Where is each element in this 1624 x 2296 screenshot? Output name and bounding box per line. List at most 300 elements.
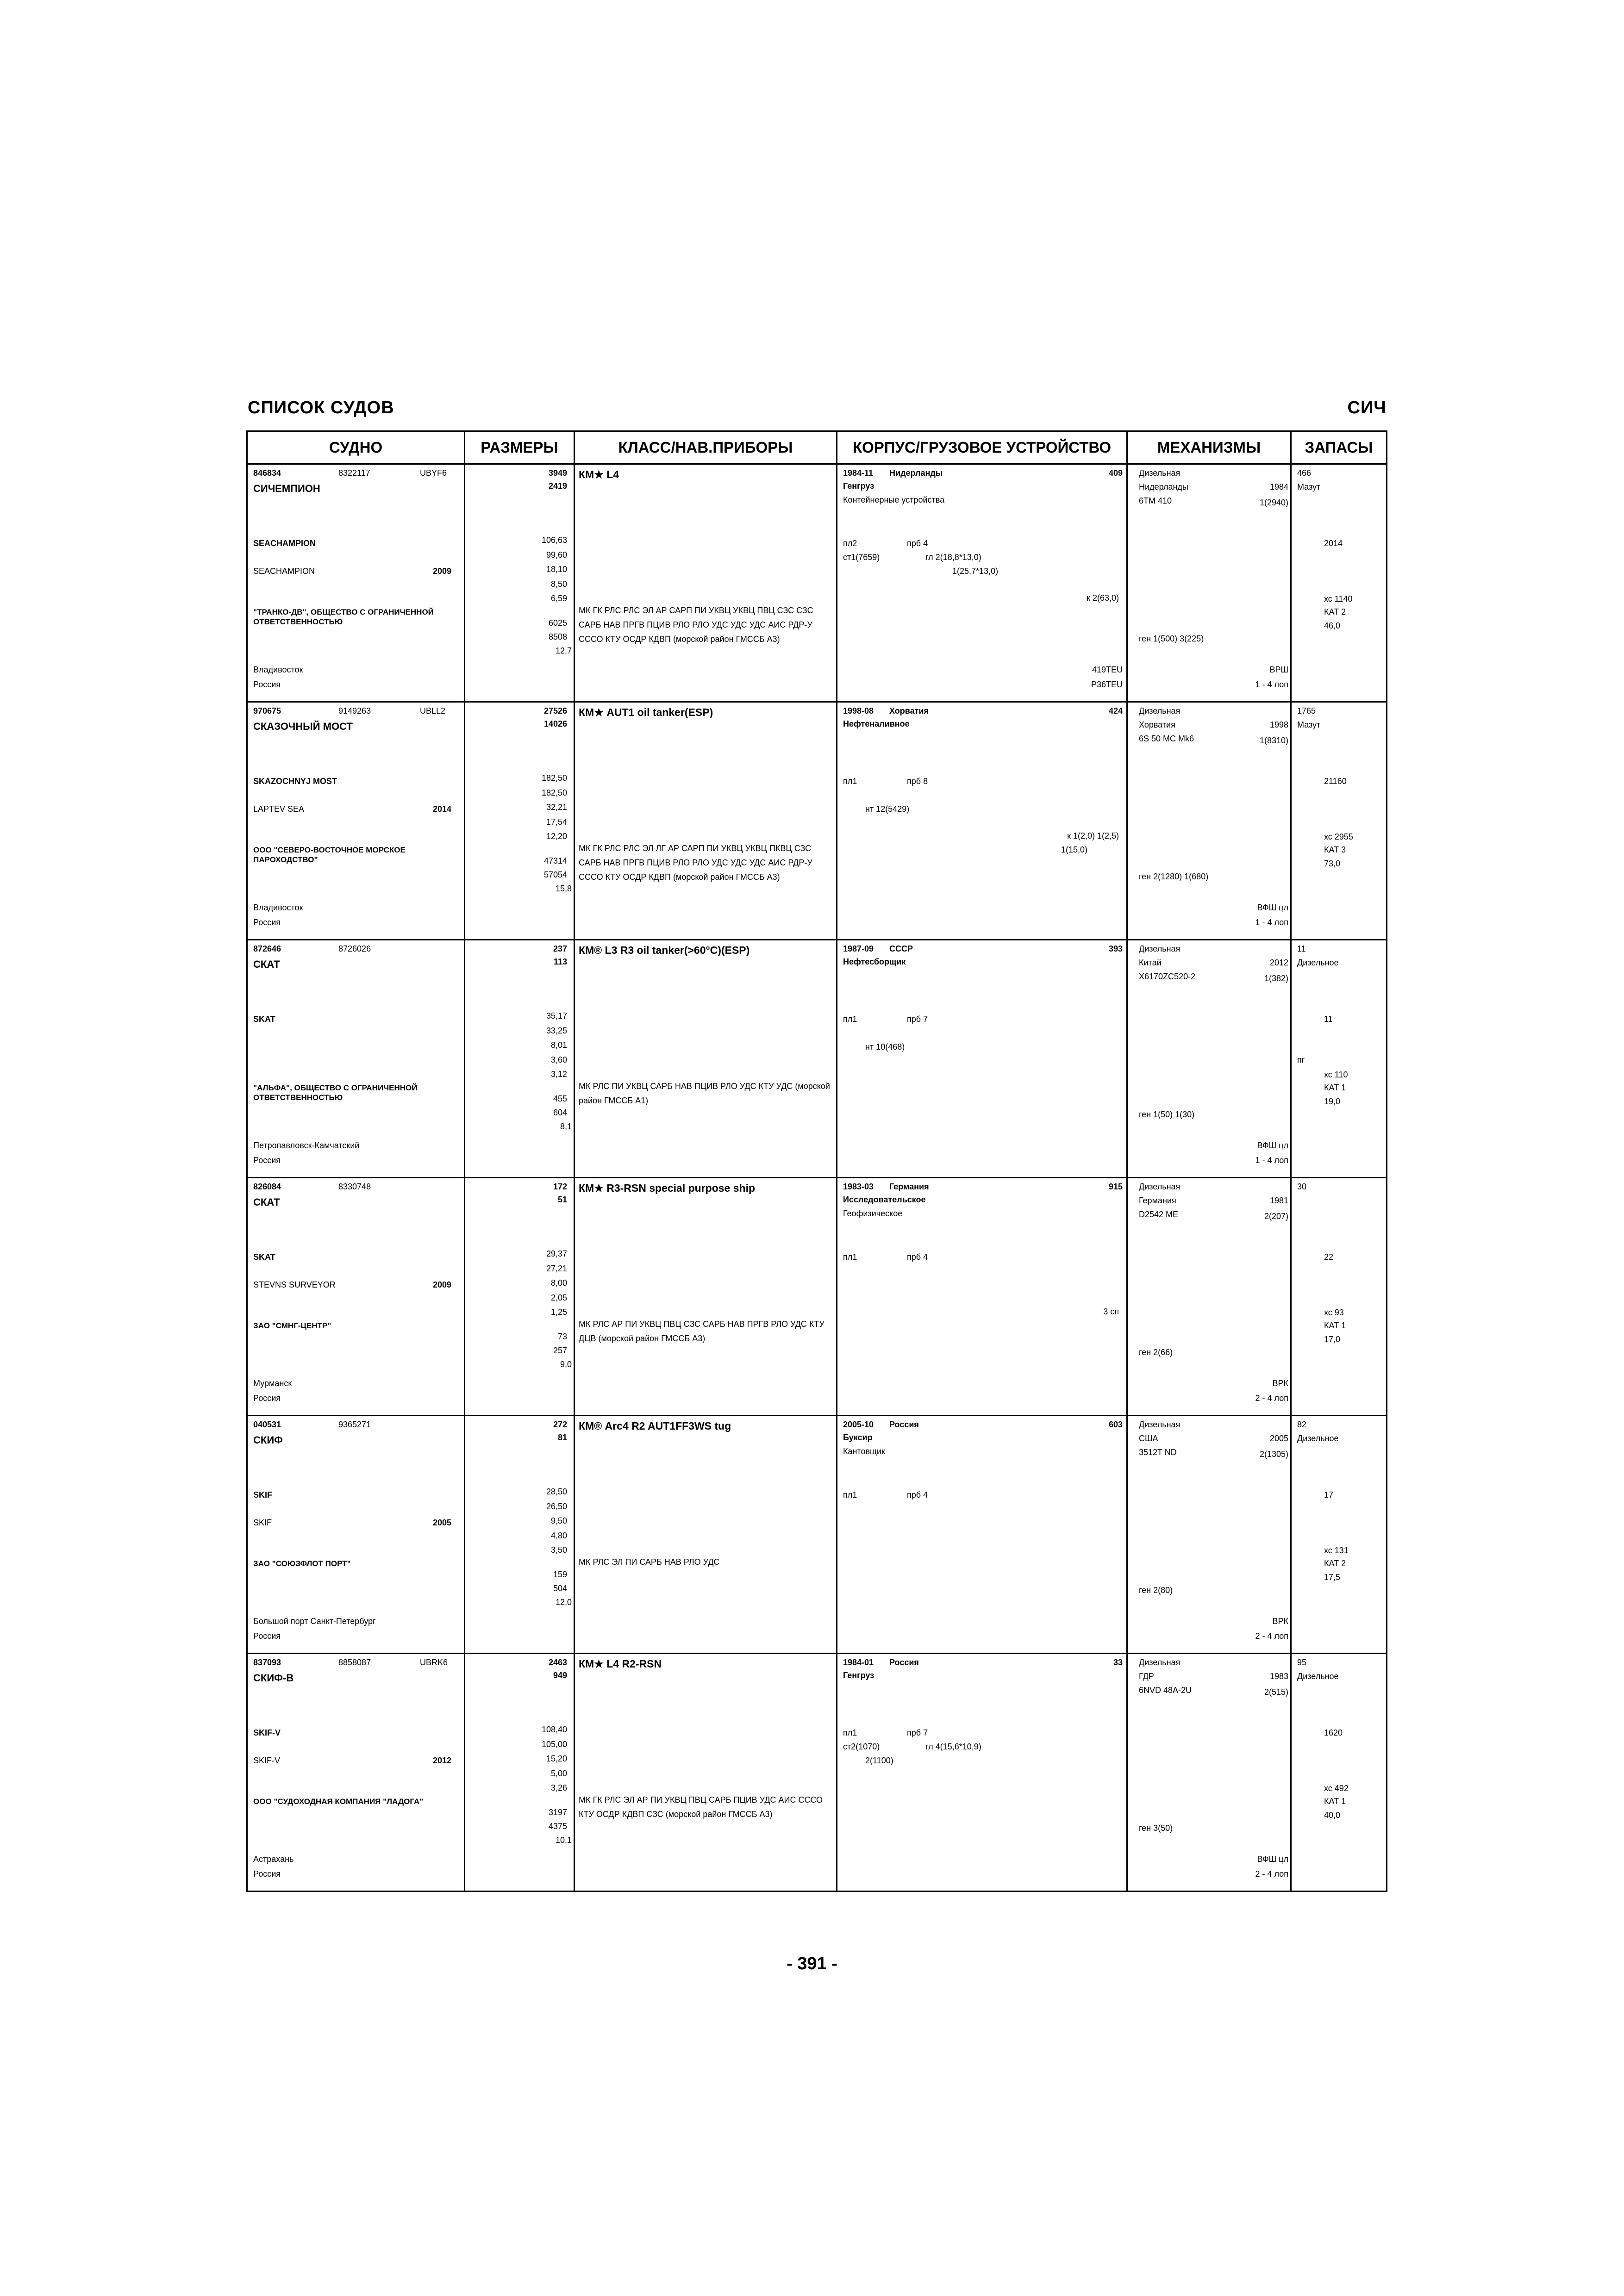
nav-equipment: МК ГК РЛС РЛС ЭЛ АР САРП ПИ УКВЦ УКВЦ ПВЦ СЗС СЗС САРБ НАВ ПРГВ ПЦИВ РЛО РЛО УДС УДС УДС АИС РДР-У СССО КТУ ОСДР КДВП (морской район ГМССБ А3) bbox=[579, 606, 813, 644]
engine-power: 2(1305) bbox=[1259, 1450, 1288, 1459]
engine-power: 1(382) bbox=[1264, 974, 1288, 983]
deadweight: 455 bbox=[553, 1094, 567, 1103]
category: КАТ 1 bbox=[1324, 1797, 1346, 1806]
supply-volume: 73,0 bbox=[1324, 859, 1341, 868]
dimensions-cell bbox=[465, 1416, 575, 1654]
net-tonnage: 81 bbox=[557, 1433, 567, 1442]
home-port: Петропавловск-Камчатский bbox=[253, 1141, 360, 1150]
dimension-value: 12,20 bbox=[546, 832, 567, 841]
machinery-cell bbox=[1127, 940, 1291, 1178]
engine-model: 3512T ND bbox=[1139, 1448, 1177, 1457]
bulkheads: прб 8 bbox=[907, 777, 928, 786]
flag-country: Россия bbox=[253, 1631, 281, 1641]
dimension-value: 3,26 bbox=[550, 1783, 567, 1792]
call-sign: UBLL2 bbox=[420, 706, 446, 716]
gross-tonnage: 237 bbox=[553, 944, 567, 953]
displacement: 504 bbox=[553, 1584, 567, 1593]
build-date: 1984-11 bbox=[843, 468, 874, 478]
dimension-value: 6,59 bbox=[550, 594, 567, 603]
ship-name: СКАТ bbox=[253, 958, 280, 970]
deadweight: 73 bbox=[557, 1332, 567, 1341]
home-port: Астрахань bbox=[253, 1854, 294, 1864]
supply-value: 17 bbox=[1324, 1490, 1334, 1500]
supplies-cell bbox=[1291, 940, 1387, 1178]
build-date: 1987-09 bbox=[843, 944, 874, 953]
imo-number: 9365271 bbox=[338, 1420, 371, 1429]
owner-name: ЗАО "СОЮЗФЛОТ ПОРТ" bbox=[253, 1559, 351, 1568]
machinery-cell bbox=[1127, 464, 1291, 702]
class-notation: КМ★ L4 bbox=[579, 468, 619, 480]
build-country: Нидерланды bbox=[889, 468, 943, 478]
nav-equipment: МК РЛС ПИ УКВЦ САРБ НАВ ПЦИВ РЛО УДС КТУ УДС (морской район ГМССБ А1) bbox=[579, 1082, 830, 1105]
fuel-type: Дизельное bbox=[1297, 1672, 1339, 1681]
holds-primary: пл1 bbox=[843, 777, 857, 786]
imo-number: 8330748 bbox=[338, 1182, 371, 1191]
ship-record bbox=[247, 940, 1387, 1178]
gross-tonnage: 172 bbox=[553, 1182, 567, 1191]
propeller-blades: 2 - 4 лоп bbox=[1255, 1869, 1288, 1879]
engine-type: Дизельная bbox=[1139, 1420, 1181, 1429]
speed: 8,1 bbox=[560, 1122, 572, 1131]
cranes: к 1(2,0) 1(2,5) bbox=[1067, 831, 1119, 840]
engine-country: США bbox=[1139, 1434, 1158, 1443]
supply-volume: 19,0 bbox=[1324, 1097, 1341, 1106]
category: КАТ 2 bbox=[1324, 1559, 1346, 1568]
hull-number: 393 bbox=[1108, 944, 1123, 953]
ship-latin-name: SKAT bbox=[253, 1252, 275, 1262]
reg-number: 826084 bbox=[253, 1182, 281, 1191]
dimension-value: 8,01 bbox=[550, 1040, 567, 1050]
fuel-capacity: 95 bbox=[1297, 1658, 1307, 1667]
misc-cargo: 2(1100) bbox=[865, 1756, 893, 1765]
propeller-type: ВРК bbox=[1272, 1379, 1288, 1388]
category: КАТ 1 bbox=[1324, 1083, 1346, 1092]
ship-name: СКАТ bbox=[253, 1196, 280, 1208]
dimension-value: 26,50 bbox=[546, 1501, 567, 1511]
vessel-cell bbox=[247, 940, 465, 1178]
hull-cell bbox=[837, 940, 1127, 1178]
ship-type: Исследовательское bbox=[843, 1195, 926, 1204]
engine-year: 1998 bbox=[1269, 720, 1288, 729]
ship-record bbox=[247, 1416, 1387, 1654]
dimension-value: 28,50 bbox=[546, 1487, 567, 1496]
ship-latin-name: SEACHAMPION bbox=[253, 539, 316, 548]
ship-name: СКАЗОЧНЫЙ МОСТ bbox=[253, 721, 353, 732]
engine-country: Германия bbox=[1139, 1196, 1176, 1205]
page-header-section: СИЧ bbox=[1347, 398, 1387, 417]
dimension-value: 33,25 bbox=[546, 1026, 567, 1035]
deadweight: 47314 bbox=[543, 856, 567, 865]
dimension-value: 108,40 bbox=[541, 1725, 567, 1734]
cranes: 3 сп bbox=[1103, 1307, 1119, 1316]
dimensions-cell bbox=[465, 1178, 575, 1416]
class-notation: КМ★ L4 R2-RSN bbox=[579, 1658, 662, 1670]
dimensions-list bbox=[542, 1723, 567, 1796]
holds-primary: пл1 bbox=[843, 1490, 857, 1500]
supply-volume: 40,0 bbox=[1324, 1811, 1341, 1820]
former-name-year: 2014 bbox=[433, 804, 452, 814]
dimensions-list bbox=[546, 1009, 567, 1082]
class-cell bbox=[575, 702, 837, 940]
bulkheads: прб 4 bbox=[907, 1490, 928, 1500]
engine-country: Нидерланды bbox=[1139, 482, 1188, 492]
page-header-title: СПИСОК СУДОВ bbox=[248, 398, 394, 417]
displacement: 4375 bbox=[548, 1822, 567, 1831]
col-header-vessel: СУДНО bbox=[247, 431, 465, 464]
net-tonnage: 14026 bbox=[543, 719, 567, 728]
supplies-cell bbox=[1291, 464, 1387, 702]
build-country: Хорватия bbox=[889, 706, 929, 716]
category: КАТ 2 bbox=[1324, 607, 1346, 616]
dimension-value: 27,21 bbox=[546, 1263, 567, 1273]
propeller-type: ВФШ цл bbox=[1257, 1141, 1288, 1150]
dimension-value: 182,50 bbox=[541, 773, 567, 783]
fuel-capacity: 82 bbox=[1297, 1420, 1307, 1429]
page-number: - 391 - bbox=[787, 1954, 837, 1973]
dimension-value: 106,63 bbox=[541, 535, 567, 545]
engine-power: 1(2940) bbox=[1259, 498, 1288, 507]
gross-tonnage: 27526 bbox=[543, 706, 567, 716]
ship-type: Генгруз bbox=[843, 481, 874, 491]
dimensions-cell bbox=[465, 1654, 575, 1892]
build-date: 1984-01 bbox=[843, 1658, 874, 1667]
displacement: 257 bbox=[553, 1346, 567, 1355]
engine-year: 2005 bbox=[1269, 1434, 1288, 1443]
generators: ген 2(80) bbox=[1139, 1586, 1173, 1595]
machinery-cell bbox=[1127, 1654, 1291, 1892]
ship-record bbox=[247, 1654, 1387, 1892]
nav-equipment: МК ГК РЛС ЭЛ АР ПИ УКВЦ ПВЦ САРБ ПЦИВ УДС АИС СССО КТУ ОСДР КДВП СЗС (морской район ГМССБ А3) bbox=[579, 1795, 823, 1819]
col-header-machinery: МЕХАНИЗМЫ bbox=[1127, 431, 1291, 464]
fuel-capacity: 466 bbox=[1297, 468, 1312, 478]
dimension-value: 182,50 bbox=[541, 788, 567, 797]
ship-name: СКИФ-В bbox=[253, 1672, 294, 1684]
ship-latin-name: SKAT bbox=[253, 1014, 275, 1024]
engine-year: 1981 bbox=[1269, 1196, 1288, 1205]
hull-cell bbox=[837, 702, 1127, 940]
supplies-cell bbox=[1291, 1178, 1387, 1416]
dimension-value: 35,17 bbox=[546, 1011, 567, 1020]
nav-equipment: МК РЛС АР ПИ УКВЦ ПВЦ СЗС САРБ НАВ ПРГВ РЛО УДС КТУ ДЦВ (морской район ГМССБ А3) bbox=[579, 1319, 824, 1343]
class-cell bbox=[575, 1416, 837, 1654]
col-header-hull: КОРПУС/ГРУЗОВОЕ УСТРОЙСТВО bbox=[837, 431, 1127, 464]
flag-country: Россия bbox=[253, 918, 281, 927]
build-country: Россия bbox=[889, 1420, 919, 1429]
imo-number: 9149263 bbox=[338, 706, 371, 716]
flag-country: Россия bbox=[253, 1156, 281, 1165]
deadweight: 159 bbox=[553, 1570, 567, 1579]
hull-number: 915 bbox=[1108, 1182, 1123, 1191]
ship-record bbox=[247, 702, 1387, 940]
home-port: Большой порт Санкт-Петербург bbox=[253, 1617, 376, 1626]
holds-secondary: ст2(1070) bbox=[843, 1742, 880, 1751]
owner-name: "ТРАНКО-ДВ", ОБЩЕСТВО С ОГРАНИЧЕННОЙ ОТВЕТСТВЕННОСТЬЮ bbox=[253, 608, 434, 626]
engine-country: Хорватия bbox=[1139, 720, 1175, 729]
flag-country: Россия bbox=[253, 1869, 281, 1879]
propeller-type: ВФШ цл bbox=[1257, 1854, 1288, 1864]
supply-note: пг bbox=[1297, 1055, 1305, 1064]
holds-primary: пл1 bbox=[843, 1014, 857, 1024]
dimensions-cell bbox=[465, 464, 575, 702]
engine-country: Китай bbox=[1139, 958, 1162, 967]
flag-country: Россия bbox=[253, 1394, 281, 1403]
speed: 15,8 bbox=[555, 884, 572, 893]
former-name: SKIF-V bbox=[253, 1756, 281, 1765]
former-name: STEVNS SURVEYOR bbox=[253, 1280, 336, 1289]
class-notation: КМ® L3 R3 oil tanker(>60°C)(ESP) bbox=[579, 944, 750, 956]
ship-subtype: Геофизическое bbox=[843, 1209, 903, 1218]
vessel-cell bbox=[247, 1654, 465, 1892]
gross-tonnage: 2463 bbox=[548, 1658, 567, 1667]
build-date: 1983-03 bbox=[843, 1182, 874, 1191]
engine-type: Дизельная bbox=[1139, 1182, 1181, 1191]
hatches: гл 2(18,8*13,0) bbox=[925, 553, 981, 562]
ship-type: Буксир bbox=[843, 1433, 873, 1442]
fuel-type: Дизельное bbox=[1297, 958, 1339, 967]
machinery-cell bbox=[1127, 1178, 1291, 1416]
former-name-year: 2009 bbox=[433, 566, 452, 576]
call-sign: UBYF6 bbox=[420, 468, 447, 478]
machinery-cell bbox=[1127, 702, 1291, 940]
fuel-capacity: 11 bbox=[1297, 944, 1306, 953]
engine-power: 2(515) bbox=[1264, 1687, 1288, 1697]
misc-cargo: нт 12(5429) bbox=[865, 804, 910, 814]
dimension-value: 8,50 bbox=[550, 579, 567, 589]
holds-secondary: ст1(7659) bbox=[843, 553, 880, 562]
gross-tonnage: 272 bbox=[553, 1420, 567, 1429]
vessel-cell bbox=[247, 1416, 465, 1654]
propeller-type: ВФШ цл bbox=[1257, 903, 1288, 912]
refrigerator-capacity: хс 110 bbox=[1324, 1070, 1348, 1079]
speed: 10,1 bbox=[555, 1836, 572, 1845]
engine-type: Дизельная bbox=[1139, 468, 1181, 478]
supply-value: 2014 bbox=[1324, 539, 1343, 548]
class-notation: КМ★ R3-RSN special purpose ship bbox=[579, 1182, 756, 1194]
reg-number: 040531 bbox=[253, 1420, 281, 1429]
speed: 12,7 bbox=[555, 646, 572, 655]
owner-name: ООО "СЕВЕРО-ВОСТОЧНОЕ МОРСКОЕ ПАРОХОДСТВО" bbox=[253, 846, 406, 864]
engine-model: 6S 50 MC Mk6 bbox=[1139, 734, 1194, 743]
refrigerator-capacity: хс 1140 bbox=[1324, 594, 1353, 604]
displacement: 8508 bbox=[548, 632, 567, 641]
build-country: Россия bbox=[889, 1658, 919, 1667]
generators: ген 2(1280) 1(680) bbox=[1139, 872, 1209, 881]
category: КАТ 3 bbox=[1324, 845, 1346, 854]
ship-name: СИЧЕМПИОН bbox=[253, 483, 320, 494]
engine-power: 1(8310) bbox=[1259, 736, 1288, 745]
former-name: LAPTEV SEA bbox=[253, 804, 305, 814]
build-country: СССР bbox=[889, 944, 913, 953]
generators: ген 2(66) bbox=[1139, 1348, 1173, 1357]
propeller-blades: 1 - 4 лоп bbox=[1255, 680, 1288, 689]
engine-type: Дизельная bbox=[1139, 706, 1181, 716]
engine-country: ГДР bbox=[1139, 1672, 1154, 1681]
refrigerator-capacity: хс 2955 bbox=[1324, 832, 1353, 841]
former-name-year: 2012 bbox=[433, 1756, 452, 1765]
net-tonnage: 51 bbox=[557, 1195, 567, 1204]
dimension-value: 32,21 bbox=[546, 803, 567, 812]
reg-number: 872646 bbox=[253, 944, 281, 953]
ship-type: Генгруз bbox=[843, 1671, 874, 1680]
col-header-supplies: ЗАПАСЫ bbox=[1291, 431, 1387, 464]
ship-type: Нефтеналивное bbox=[843, 719, 910, 728]
fuel-capacity: 1765 bbox=[1297, 706, 1316, 716]
reg-number: 846834 bbox=[253, 468, 281, 478]
supplies-cell bbox=[1291, 1654, 1387, 1892]
col-header-class: КЛАСС/НАВ.ПРИБОРЫ bbox=[575, 431, 837, 464]
ship-latin-name: SKIF bbox=[253, 1490, 273, 1500]
engine-model: X6170ZC520-2 bbox=[1139, 972, 1196, 981]
holds-primary: пл2 bbox=[843, 539, 857, 548]
hull-cell bbox=[837, 1416, 1127, 1654]
generators: ген 3(50) bbox=[1139, 1823, 1173, 1833]
engine-model: 6TM 410 bbox=[1139, 496, 1172, 505]
dimension-value: 2,05 bbox=[550, 1293, 567, 1302]
ship-type: Нефтесборщик bbox=[843, 957, 906, 966]
reg-number: 837093 bbox=[253, 1658, 281, 1667]
vessel-cell bbox=[247, 702, 465, 940]
propeller-type: ВРШ bbox=[1269, 665, 1288, 674]
dimension-value: 9,50 bbox=[550, 1516, 567, 1525]
speed: 12,0 bbox=[555, 1598, 572, 1607]
refrigerator-capacity: хс 131 bbox=[1324, 1546, 1349, 1555]
class-cell bbox=[575, 1654, 837, 1892]
propeller-blades: 1 - 4 лоп bbox=[1255, 918, 1288, 927]
dimensions-cell bbox=[465, 702, 575, 940]
bulkheads: прб 4 bbox=[907, 1252, 928, 1262]
dimension-value: 8,00 bbox=[550, 1278, 567, 1288]
owner-name: ООО "СУДОХОДНАЯ КОМПАНИЯ "ЛАДОГА" bbox=[253, 1797, 424, 1806]
ship-subtype: Контейнерные устройства bbox=[843, 495, 945, 504]
former-name-year: 2005 bbox=[433, 1518, 452, 1527]
nav-equipment: МК РЛС ЭЛ ПИ САРБ НАВ РЛО УДС bbox=[579, 1557, 720, 1567]
bulkheads: прб 4 bbox=[907, 539, 928, 548]
imo-number: 8322117 bbox=[338, 468, 370, 478]
ship-register-table bbox=[246, 430, 1387, 1892]
engine-model: 6NVD 48A-2U bbox=[1139, 1686, 1192, 1695]
hull-cell bbox=[837, 1178, 1127, 1416]
supply-value: 21160 bbox=[1324, 777, 1347, 786]
dimension-value: 15,20 bbox=[546, 1754, 567, 1763]
hatches-extra: 1(25,7*13,0) bbox=[952, 566, 999, 576]
ship-latin-name: SKIF-V bbox=[253, 1728, 281, 1737]
hull-number: 409 bbox=[1108, 468, 1123, 478]
dimension-value: 29,37 bbox=[546, 1249, 567, 1258]
owner-name: "АЛЬФА", ОБЩЕСТВО С ОГРАНИЧЕННОЙ ОТВЕТСТВЕННОСТЬЮ bbox=[253, 1083, 418, 1102]
reg-number: 970675 bbox=[253, 706, 281, 716]
refrigerator-capacity: хс 93 bbox=[1324, 1308, 1344, 1317]
dimensions-list bbox=[546, 1485, 567, 1558]
supply-volume: 46,0 bbox=[1324, 621, 1341, 630]
speed: 9,0 bbox=[560, 1360, 572, 1369]
engine-year: 1983 bbox=[1269, 1672, 1288, 1681]
dimension-value: 4,80 bbox=[550, 1531, 567, 1540]
hull-number: 424 bbox=[1108, 706, 1123, 716]
vessel-cell bbox=[247, 1178, 465, 1416]
former-name-year: 2009 bbox=[433, 1280, 452, 1289]
hull-number: 33 bbox=[1113, 1658, 1123, 1667]
ship-latin-name: SKAZOCHNYJ MOST bbox=[253, 777, 337, 786]
displacement: 57054 bbox=[543, 870, 567, 879]
ship-record bbox=[247, 1178, 1387, 1416]
home-port: Владивосток bbox=[253, 903, 303, 912]
dimension-value: 5,00 bbox=[550, 1768, 567, 1778]
propeller-blades: 1 - 4 лоп bbox=[1255, 1156, 1288, 1165]
class-notation: КМ★ AUT1 oil tanker(ESP) bbox=[579, 706, 713, 718]
vessel-cell bbox=[247, 464, 465, 702]
imo-number: 8858087 bbox=[338, 1658, 371, 1667]
dimension-value: 17,54 bbox=[546, 817, 567, 827]
build-date: 2005-10 bbox=[843, 1420, 874, 1429]
fuel-type: Мазут bbox=[1297, 482, 1321, 492]
deadweight: 3197 bbox=[548, 1808, 567, 1817]
home-port: Владивосток bbox=[253, 665, 303, 674]
fuel-type: Дизельное bbox=[1297, 1434, 1339, 1443]
engine-type: Дизельная bbox=[1139, 1658, 1181, 1667]
fuel-capacity: 30 bbox=[1297, 1182, 1307, 1191]
bulkheads: прб 7 bbox=[907, 1014, 928, 1024]
dimension-value: 1,25 bbox=[550, 1307, 567, 1317]
supply-value: 11 bbox=[1324, 1014, 1333, 1024]
dimensions-list bbox=[542, 533, 567, 606]
dimensions-list bbox=[546, 1247, 567, 1320]
displacement: 604 bbox=[553, 1108, 567, 1117]
machinery-cell bbox=[1127, 1416, 1291, 1654]
engine-power: 2(207) bbox=[1264, 1212, 1288, 1221]
dimensions-list bbox=[542, 771, 567, 844]
class-cell bbox=[575, 940, 837, 1178]
supplies-cell bbox=[1291, 702, 1387, 940]
table-header-row bbox=[247, 431, 1387, 464]
supply-volume: 17,5 bbox=[1324, 1573, 1341, 1582]
supply-volume: 17,0 bbox=[1324, 1335, 1341, 1344]
generators: ген 1(500) 3(225) bbox=[1139, 634, 1204, 643]
teu-capacity-alt: Р36TEU bbox=[1091, 680, 1123, 689]
supplies-cell bbox=[1291, 1416, 1387, 1654]
net-tonnage: 949 bbox=[553, 1671, 567, 1680]
hull-cell bbox=[837, 1654, 1127, 1892]
dimensions-cell bbox=[465, 940, 575, 1178]
ship-name: СКИФ bbox=[253, 1434, 283, 1446]
former-name: SKIF bbox=[253, 1518, 272, 1527]
class-cell bbox=[575, 1178, 837, 1416]
category: КАТ 1 bbox=[1324, 1321, 1346, 1330]
engine-year: 1984 bbox=[1269, 482, 1288, 492]
supply-value: 1620 bbox=[1324, 1728, 1343, 1737]
hatches: гл 4(15,6*10,9) bbox=[925, 1742, 981, 1751]
cranes-extra: 1(15,0) bbox=[1061, 845, 1087, 854]
col-header-dimensions: РАЗМЕРЫ bbox=[465, 431, 575, 464]
ship-record bbox=[247, 464, 1387, 702]
former-name: SEACHAMPION bbox=[253, 566, 315, 576]
propeller-type: ВРК bbox=[1272, 1617, 1288, 1626]
gross-tonnage: 3949 bbox=[548, 468, 567, 478]
imo-number: 8726026 bbox=[338, 944, 371, 953]
bulkheads: прб 7 bbox=[907, 1728, 928, 1737]
engine-type: Дизельная bbox=[1139, 944, 1181, 953]
net-tonnage: 2419 bbox=[548, 481, 567, 491]
misc-cargo: нт 10(468) bbox=[865, 1042, 905, 1052]
call-sign: UBRK6 bbox=[420, 1658, 448, 1667]
teu-capacity: 419TEU bbox=[1092, 665, 1123, 674]
dimension-value: 3,12 bbox=[550, 1070, 567, 1079]
build-country: Германия bbox=[889, 1182, 929, 1191]
fuel-type: Мазут bbox=[1297, 720, 1321, 729]
build-date: 1998-08 bbox=[843, 706, 874, 716]
class-cell bbox=[575, 464, 837, 702]
class-notation: КМ® Arc4 R2 AUT1FF3WS tug bbox=[579, 1420, 731, 1432]
cranes: к 2(63,0) bbox=[1087, 593, 1119, 603]
